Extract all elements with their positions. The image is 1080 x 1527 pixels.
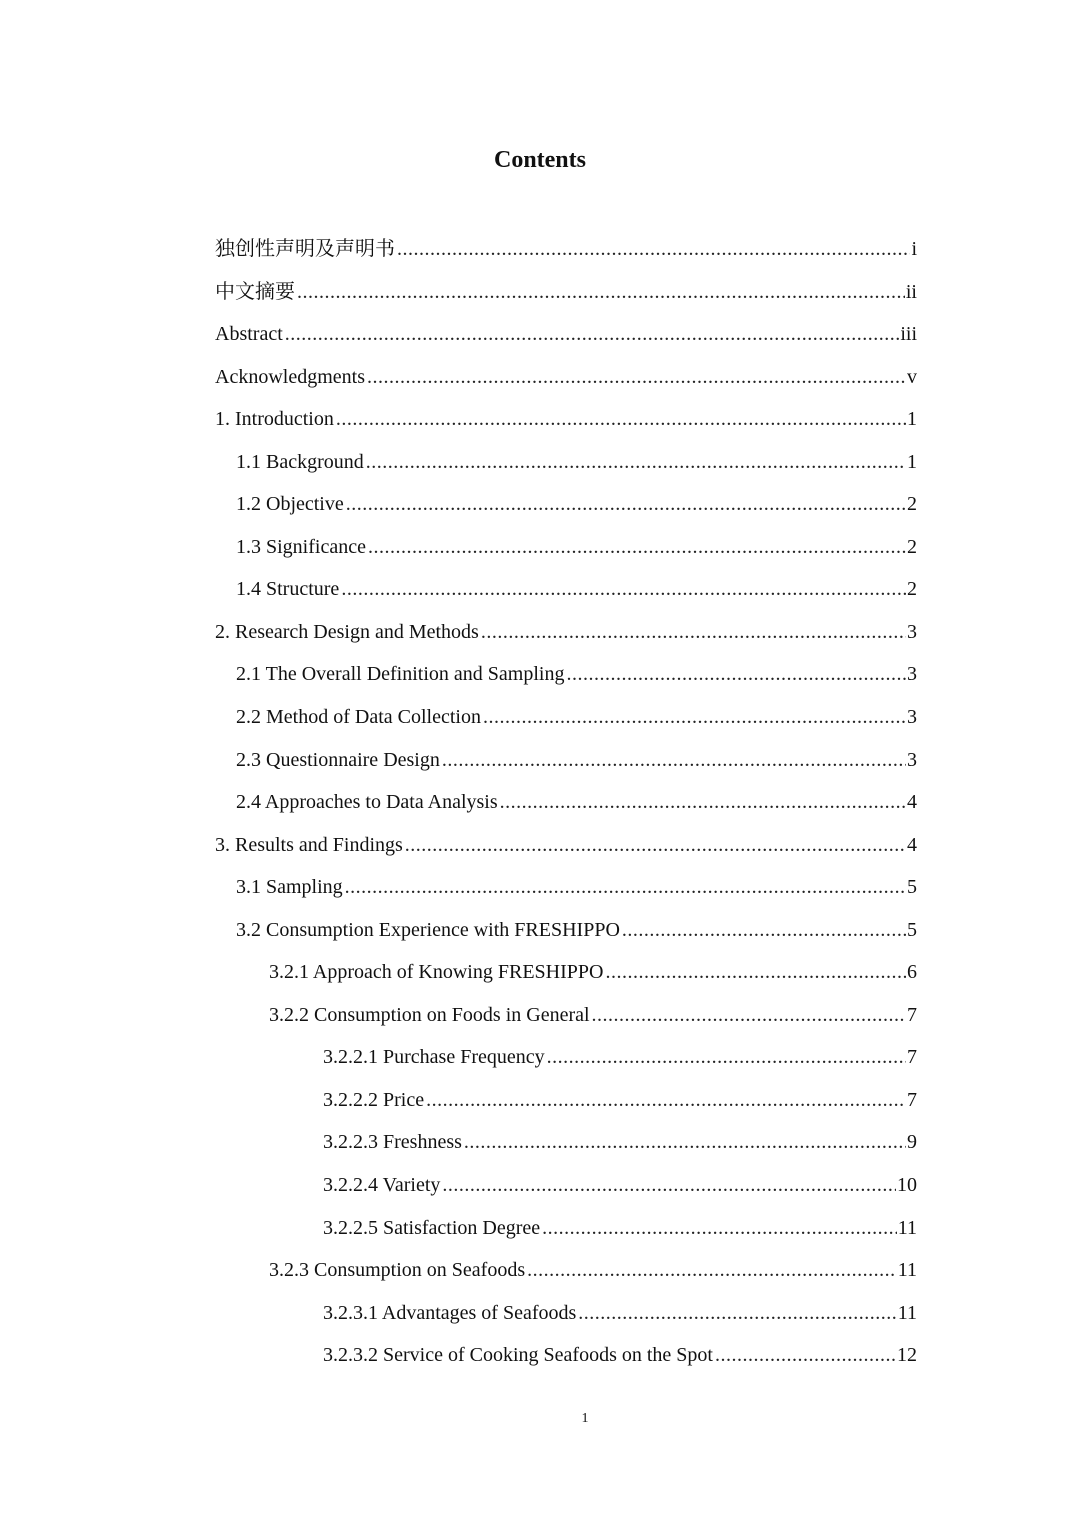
toc-entry[interactable] (215, 871, 917, 914)
dot-leader (442, 744, 906, 776)
dot-leader (527, 1254, 897, 1286)
toc-entry-label: 3. Results and Findings (215, 833, 403, 856)
toc-entry[interactable] (215, 1339, 917, 1382)
toc-entry-page-number: 2 (907, 535, 917, 558)
toc-entry[interactable] (215, 276, 917, 319)
toc-entry-page-number: 4 (907, 791, 917, 814)
toc-entry-page-number: 5 (907, 876, 917, 899)
dot-leader (341, 573, 906, 605)
toc-entry[interactable] (215, 1169, 917, 1212)
toc-entry-label: 3.2.3 Consumption on Seafoods (269, 1259, 526, 1282)
dot-leader (566, 658, 906, 690)
dot-leader (285, 318, 900, 350)
toc-entry[interactable] (215, 701, 917, 744)
toc-entry-page-number: 9 (907, 1131, 917, 1154)
toc-entry-page-number: 3 (907, 748, 917, 771)
dot-leader (345, 871, 906, 903)
toc-entry-label: 独创性声明及声明书 (215, 238, 395, 260)
toc-entry[interactable] (215, 361, 917, 404)
dot-leader (297, 276, 905, 308)
toc-entry-page-number: iii (900, 323, 917, 346)
toc-entry[interactable] (215, 233, 917, 276)
dot-leader (547, 1041, 906, 1073)
dot-leader (366, 446, 906, 478)
toc-entry-page-number: 2 (907, 493, 917, 516)
toc-entry-page-number: 11 (897, 1216, 917, 1239)
toc-entry-label: 1. Introduction (215, 408, 334, 431)
page-title: Contents (493, 147, 586, 173)
toc-entry-label: 1.4 Structure (236, 578, 340, 601)
toc-entry-page-number: 11 (897, 1259, 917, 1282)
toc-entry-page-number: 1 (907, 450, 917, 473)
dot-leader (483, 701, 906, 733)
dot-leader (336, 403, 906, 435)
toc-entry[interactable] (215, 318, 917, 361)
dot-leader (622, 914, 906, 946)
toc-entry-label: 3.2.3.2 Service of Cooking Seafoods on the Spot (323, 1344, 713, 1367)
toc-entry[interactable] (215, 1212, 917, 1255)
dot-leader (464, 1126, 906, 1158)
toc-entry-label: 2.1 The Overall Definition and Sampling (236, 663, 565, 686)
toc-entry-page-number: 3 (907, 663, 917, 686)
table-of-contents (215, 233, 917, 1382)
toc-entry-label: 2.3 Questionnaire Design (236, 748, 440, 771)
toc-entry[interactable] (215, 488, 917, 531)
dot-leader (605, 956, 906, 988)
toc-entry-label: 3.2.1 Approach of Knowing FRESHIPPO (269, 961, 604, 984)
toc-entry-label: 3.2.2.3 Freshness (323, 1131, 462, 1154)
toc-entry[interactable] (215, 403, 917, 446)
dot-leader (367, 361, 906, 393)
toc-entry[interactable] (215, 744, 917, 787)
toc-entry-label: 1.1 Background (236, 450, 364, 473)
toc-entry-page-number: 11 (897, 1301, 917, 1324)
toc-entry-label: 3.2 Consumption Experience with FRESHIPPO (236, 918, 620, 941)
toc-entry-label: 2.2 Method of Data Collection (236, 706, 481, 729)
toc-entry[interactable] (215, 446, 917, 489)
toc-entry-page-number: i (911, 238, 917, 260)
toc-entry-label: 1.3 Significance (236, 535, 366, 558)
dot-leader (368, 531, 906, 563)
toc-entry-page-number: 3 (907, 620, 917, 643)
dot-leader (426, 1084, 906, 1116)
toc-entry-label: 3.1 Sampling (236, 876, 343, 899)
page-number: 1 (581, 1411, 589, 1426)
toc-entry-label: 3.2.2 Consumption on Foods in General (269, 1003, 590, 1026)
toc-entry-page-number: 1 (907, 408, 917, 431)
dot-leader (442, 1169, 896, 1201)
toc-entry-page-number: 3 (907, 706, 917, 729)
toc-entry-label: 3.2.2.5 Satisfaction Degree (323, 1216, 541, 1239)
toc-entry[interactable] (215, 616, 917, 659)
toc-entry-label: 3.2.2.1 Purchase Frequency (323, 1046, 545, 1069)
toc-entry-page-number: 7 (907, 1046, 917, 1069)
toc-entry-page-number: 5 (907, 918, 917, 941)
dot-leader (397, 233, 910, 265)
toc-entry-label: 2. Research Design and Methods (215, 620, 479, 643)
toc-entry[interactable] (215, 1041, 917, 1084)
dot-leader (481, 616, 906, 648)
toc-entry[interactable] (215, 1084, 917, 1127)
toc-entry[interactable] (215, 1126, 917, 1169)
toc-entry[interactable] (215, 573, 917, 616)
toc-entry[interactable] (215, 829, 917, 872)
toc-entry-page-number: 12 (897, 1344, 917, 1367)
dot-leader (500, 786, 906, 818)
toc-entry-page-number: 7 (907, 1003, 917, 1026)
toc-entry-label: 中文摘要 (215, 280, 295, 303)
toc-entry[interactable] (215, 658, 917, 701)
toc-entry[interactable] (215, 531, 917, 574)
toc-entry-label: 1.2 Objective (236, 493, 344, 516)
toc-entry[interactable] (215, 999, 917, 1042)
dot-leader (346, 488, 906, 520)
toc-entry[interactable] (215, 786, 917, 829)
toc-entry[interactable] (215, 914, 917, 957)
toc-entry-page-number: 10 (897, 1174, 917, 1197)
toc-entry-label: Acknowledgments (215, 365, 365, 388)
dot-leader (542, 1212, 897, 1244)
dot-leader (405, 829, 906, 861)
toc-entry-page-number: ii (905, 280, 917, 303)
toc-entry-label: 2.4 Approaches to Data Analysis (236, 791, 498, 814)
toc-entry-page-number: 4 (907, 833, 917, 856)
toc-entry-page-number: v (907, 365, 917, 388)
toc-entry-label: 3.2.2.4 Variety (323, 1174, 441, 1197)
toc-entry-label: 3.2.3.1 Advantages of Seafoods (323, 1301, 577, 1324)
toc-entry-page-number: 2 (907, 578, 917, 601)
toc-entry-page-number: 6 (907, 961, 917, 984)
dot-leader (578, 1297, 896, 1329)
dot-leader (592, 999, 906, 1031)
toc-entry-page-number: 7 (907, 1088, 917, 1111)
toc-entry[interactable] (215, 1254, 917, 1297)
toc-entry-label: Abstract (215, 323, 283, 346)
toc-entry[interactable] (215, 956, 917, 999)
toc-entry-label: 3.2.2.2 Price (323, 1088, 425, 1111)
toc-entry[interactable] (215, 1297, 917, 1340)
dot-leader (715, 1339, 896, 1371)
